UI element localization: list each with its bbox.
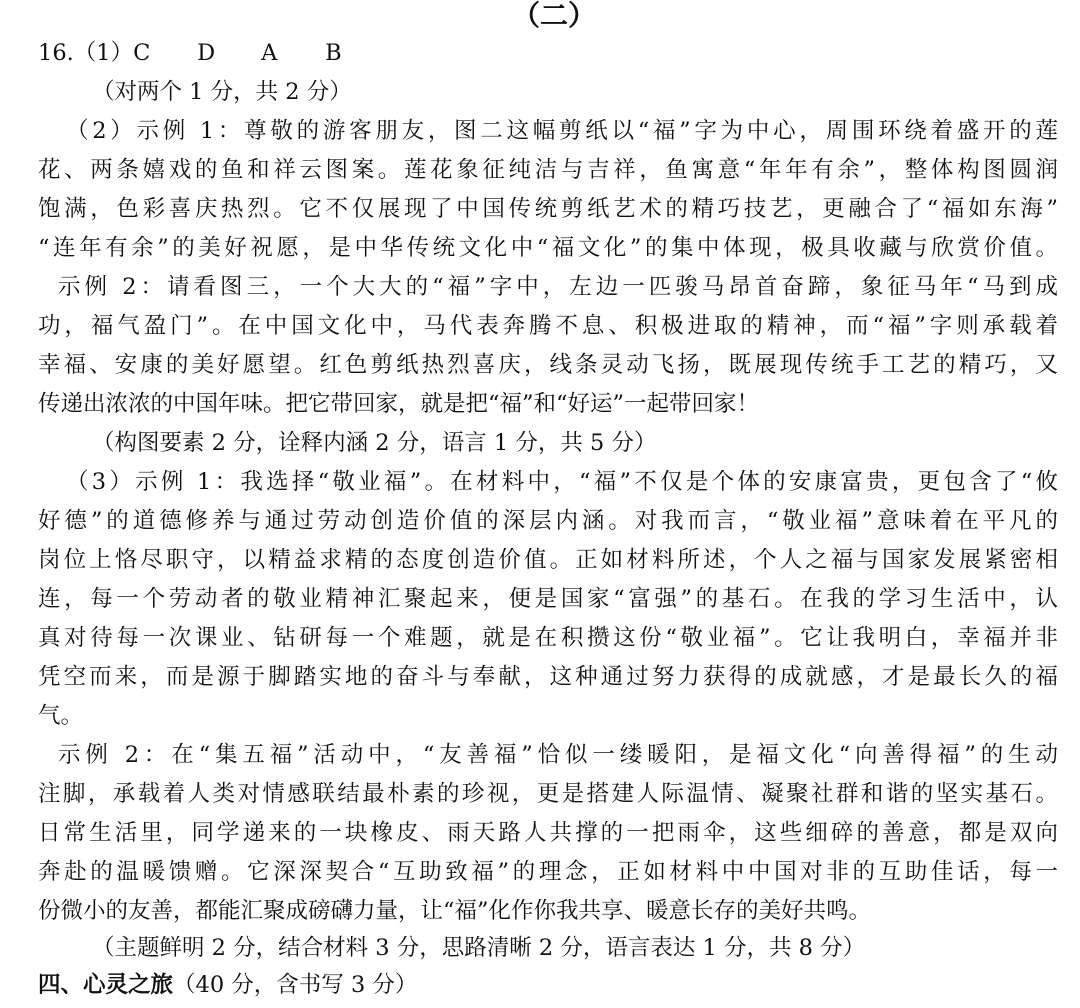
- answer-line: 气。: [38, 703, 84, 729]
- section4-note: （40 分，含书写 3 分）: [173, 972, 418, 998]
- answer-line: （3）示例 1：我选择“敬业福”。在材料中，“福”不仅是个体的安康富贵，更包含了“攸: [66, 469, 1058, 495]
- answer-option: C: [133, 40, 151, 66]
- answer-line: （2）示例 1：尊敬的游客朋友，图二这幅剪纸以“福”字为中心，周围环绕着盛开的莲: [66, 118, 1058, 144]
- answer-line: 份微小的友善，都能汇聚成磅礴力量，让“福”化作你我共享、暖意长存的美好共鸣。: [38, 898, 872, 924]
- answer-line: 注脚，承载着人类对情感联结最朴素的珍视，更是搭建人际温情、凝聚社群和谐的坚实基石。: [38, 781, 1058, 807]
- answer-line: 奔赴的温暖馈赠。它深深契合“互助致福”的理念，正如材料中中国对非的互助佳话，每一: [38, 859, 1058, 885]
- answer-line: 好德”的道德修养与通过劳动创造价值的深层内涵。对我而言，“敬业福”意味着在平凡的: [38, 508, 1058, 534]
- answer-line: 功，福气盈门”。在中国文化中，马代表奔腾不息、积极进取的精神，而“福”字则承载着: [38, 313, 1058, 339]
- answer-line: 岗位上恪尽职守，以精益求精的态度创造价值。正如材料所述，个人之福与国家发展紧密相: [38, 547, 1058, 573]
- part-label: （1）: [73, 40, 134, 66]
- answer-line: 日常生活里，同学递来的一块橡皮、雨天路人共撑的一把雨伞，这些细碎的善意，都是双向: [38, 820, 1058, 846]
- answer-line: 幸福、安康的美好愿望。红色剪纸热烈喜庆，线条灵动飞扬，既展现传统手工艺的精巧，又: [38, 352, 1058, 378]
- q16-part2-score: （构图要素 2 分，诠释内涵 2 分，语言 1 分，共 5 分）: [92, 430, 657, 456]
- answer-option: A: [261, 40, 278, 66]
- answer-line: 凭空而来，而是源于脚踏实地的奋斗与奉献，这种通过努力获得的成就感，才是最长久的福: [38, 664, 1058, 690]
- answer-line: 示例 2：在“集五福”活动中，“友善福”恰似一缕暖阳，是福文化“向善得福”的生动: [58, 742, 1058, 768]
- section-heading: （二）: [512, 0, 597, 32]
- section4-heading: [38, 966, 417, 1004]
- answer-line: 真对待每一次课业、钻研每一个难题，就是在积攒这份“敬业福”。它让我明白，幸福并非: [38, 625, 1058, 651]
- answer-line: 传递出浓浓的中国年味。把它带回家，就是把“福”和“好运”一起带回家！: [38, 391, 760, 417]
- section4-title: 四、心灵之旅: [38, 972, 174, 998]
- answer-line: 饱满，色彩喜庆热烈。它不仅展现了中国传统剪纸艺术的精巧技艺，更融合了“福如东海”: [38, 196, 1058, 222]
- answer-option: B: [325, 40, 342, 66]
- q16-part1-answers: [38, 34, 342, 72]
- q16-part3-score: （主题鲜明 2 分，结合材料 3 分，思路清晰 2 分，语言表达 1 分，共 8 分）: [92, 935, 866, 961]
- answer-line: 花、两条嬉戏的鱼和祥云图案。莲花象征纯洁与吉祥，鱼寓意“年年有余”，整体构图圆润: [38, 157, 1058, 183]
- answer-line: “连年有余”的美好祝愿，是中华传统文化中“福文化”的集中体现，极具收藏与欣赏价值。: [38, 235, 1058, 261]
- q16-part1-score: （对两个 1 分，共 2 分）: [92, 79, 352, 105]
- answer-line: 连，每一个劳动者的敬业精神汇聚起来，便是国家“富强”的基石。在我的学习生活中，认: [38, 586, 1058, 612]
- answer-line: 示例 2：请看图三，一个大大的“福”字中，左边一匹骏马昂首奋蹄，象征马年“马到成: [58, 274, 1058, 300]
- question-number: 16.: [38, 40, 74, 66]
- answer-option: D: [197, 40, 216, 66]
